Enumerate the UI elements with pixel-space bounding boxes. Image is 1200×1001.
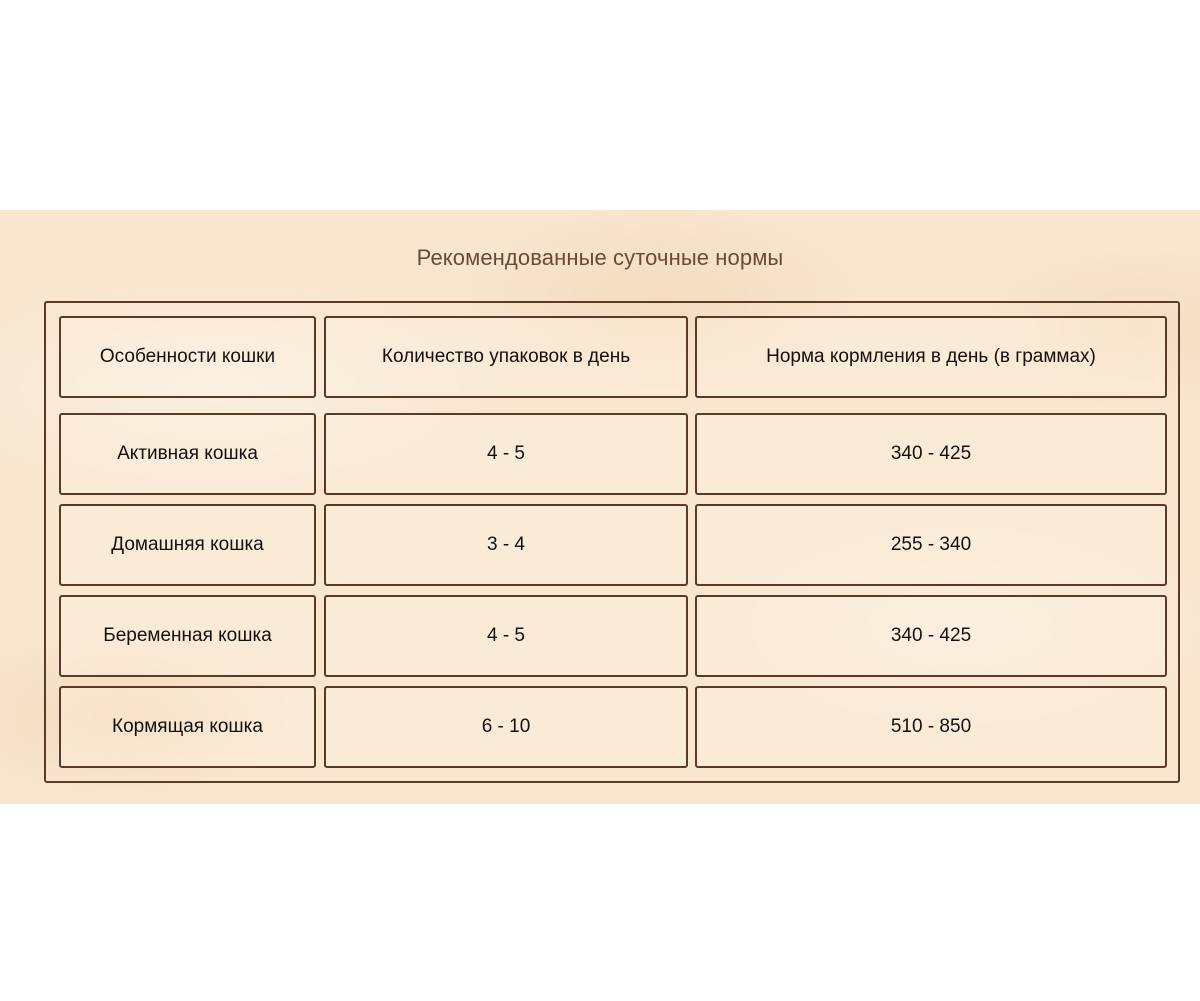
row-pregnant-cat-label: Беременная кошка: [59, 595, 316, 677]
row-active-cat-grams: 340 - 425: [695, 413, 1167, 495]
row-pregnant-cat-packs: 4 - 5: [324, 595, 688, 677]
row-nursing-cat-grams: 510 - 850: [695, 686, 1167, 768]
header-cell-grams-per-day: Норма кормления в день (в граммах): [695, 316, 1167, 398]
header-cell-cat-features: Особенности кошки: [59, 316, 316, 398]
row-active-cat-packs: 4 - 5: [324, 413, 688, 495]
row-pregnant-cat-grams: 340 - 425: [695, 595, 1167, 677]
row-home-cat-packs: 3 - 4: [324, 504, 688, 586]
row-nursing-cat-label: Кормящая кошка: [59, 686, 316, 768]
row-nursing-cat-packs: 6 - 10: [324, 686, 688, 768]
row-home-cat-grams: 255 - 340: [695, 504, 1167, 586]
header-cell-packs-per-day: Количество упаковок в день: [324, 316, 688, 398]
page-title: Рекомендованные суточные нормы: [416, 245, 784, 270]
row-active-cat-label: Активная кошка: [59, 413, 316, 495]
row-home-cat-label: Домашняя кошка: [59, 504, 316, 586]
